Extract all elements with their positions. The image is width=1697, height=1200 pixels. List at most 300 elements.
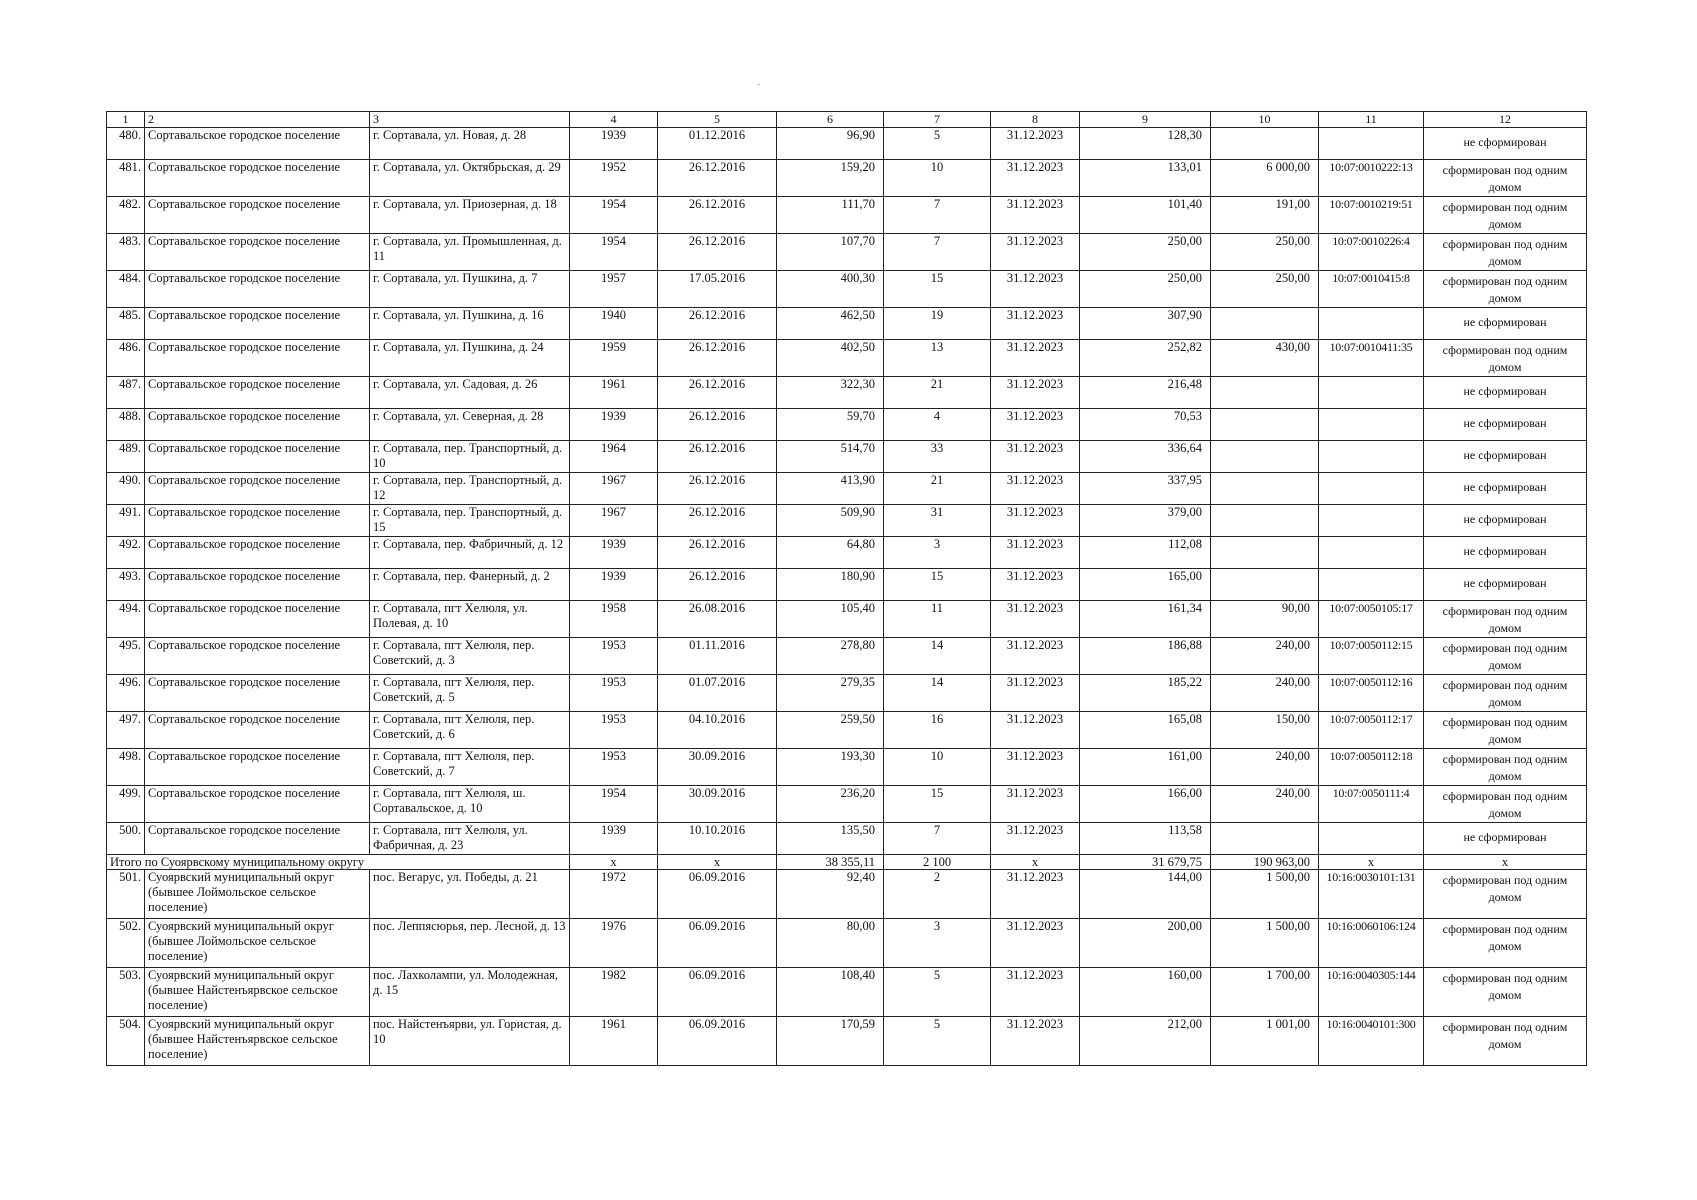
deadline-cell: 31.12.2023 — [991, 870, 1080, 919]
recognition-date-cell: 30.09.2016 — [658, 786, 777, 823]
area-cell: 64,80 — [777, 537, 884, 569]
recognition-date-cell: 26.12.2016 — [658, 234, 777, 271]
table-row — [107, 308, 1587, 340]
municipality-cell: Сортавальское городское поселение — [145, 675, 370, 712]
status-text: не сформирован — [1463, 544, 1547, 558]
cost-cell: 212,00 — [1080, 1017, 1211, 1066]
residents-cell: 5 — [884, 968, 991, 1017]
address-cell: г. Сортавала, ул. Пушкина, д. 24 — [370, 340, 570, 377]
deadline-cell: 31.12.2023 — [991, 675, 1080, 712]
area-cell: 236,20 — [777, 786, 884, 823]
table-row — [107, 473, 1587, 505]
row-number: 489. — [107, 441, 145, 473]
municipality-cell: Сортавальское городское поселение — [145, 638, 370, 675]
land-status-cell — [1424, 128, 1587, 160]
row-number: 488. — [107, 409, 145, 441]
status-text: не сформирован — [1463, 512, 1547, 526]
municipality-cell: Сортавальское городское поселение — [145, 505, 370, 537]
cadastral-number-cell — [1319, 128, 1424, 160]
residents-cell: 21 — [884, 473, 991, 505]
column-number: 4 — [570, 112, 658, 128]
recognition-date-cell: 17.05.2016 — [658, 271, 777, 308]
table-row — [107, 441, 1587, 473]
deadline-cell: 31.12.2023 — [991, 441, 1080, 473]
year-built-cell: 1939 — [570, 537, 658, 569]
address-cell: пос. Леппясюрья, пер. Лесной, д. 13 — [370, 919, 570, 968]
year-built-cell: 1953 — [570, 749, 658, 786]
table-row — [107, 537, 1587, 569]
row-number: 486. — [107, 340, 145, 377]
status-text: не сформирован — [1463, 448, 1547, 462]
table-row — [107, 712, 1587, 749]
recognition-date-cell: 01.07.2016 — [658, 675, 777, 712]
land-area-cell — [1211, 377, 1319, 409]
row-number: 495. — [107, 638, 145, 675]
municipality-cell: Сортавальское городское поселение — [145, 823, 370, 855]
table-row — [107, 638, 1587, 675]
area-cell: 514,70 — [777, 441, 884, 473]
row-number: 485. — [107, 308, 145, 340]
deadline-cell: 31.12.2023 — [991, 160, 1080, 197]
land-area-cell: 6 000,00 — [1211, 160, 1319, 197]
residents-cell: 5 — [884, 1017, 991, 1066]
total-land-area: 190 963,00 — [1211, 855, 1319, 870]
address-cell: г. Сортавала, пер. Транспортный, д. 12 — [370, 473, 570, 505]
address-cell: г. Сортавала, ул. Октябрьская, д. 29 — [370, 160, 570, 197]
year-built-cell: 1958 — [570, 601, 658, 638]
land-status-cell — [1424, 968, 1587, 1017]
status-text: сформирован под одним домом — [1442, 1020, 1568, 1051]
cadastral-number-cell: 10:07:0050112:16 — [1319, 675, 1424, 712]
cost-cell: 250,00 — [1080, 234, 1211, 271]
residents-cell: 3 — [884, 537, 991, 569]
cost-cell: 70,53 — [1080, 409, 1211, 441]
deadline-cell: 31.12.2023 — [991, 308, 1080, 340]
table-row — [107, 377, 1587, 409]
status-text: не сформирован — [1463, 576, 1547, 590]
municipality-cell: Суоярвский муниципальный округ (бывшее Лоймольское сельское поселение) — [145, 919, 370, 968]
table-row — [107, 569, 1587, 601]
table-row — [107, 786, 1587, 823]
cadastral-number-cell — [1319, 308, 1424, 340]
status-text: не сформирован — [1463, 135, 1547, 149]
cadastral-number-cell: 10:07:0010219:51 — [1319, 197, 1424, 234]
land-area-cell: 240,00 — [1211, 786, 1319, 823]
year-built-cell: 1954 — [570, 234, 658, 271]
residents-cell: 7 — [884, 823, 991, 855]
land-status-cell — [1424, 441, 1587, 473]
column-number: 8 — [991, 112, 1080, 128]
area-cell: 259,50 — [777, 712, 884, 749]
status-text: не сформирован — [1463, 830, 1547, 844]
deadline-cell: 31.12.2023 — [991, 537, 1080, 569]
deadline-cell: 31.12.2023 — [991, 601, 1080, 638]
cadastral-number-cell: 10:07:0050112:18 — [1319, 749, 1424, 786]
cost-cell: 101,40 — [1080, 197, 1211, 234]
cadastral-number-cell — [1319, 569, 1424, 601]
deadline-cell: 31.12.2023 — [991, 234, 1080, 271]
cost-cell: 250,00 — [1080, 271, 1211, 308]
area-cell: 92,40 — [777, 870, 884, 919]
table-row — [107, 340, 1587, 377]
total-cell: х — [1319, 855, 1424, 870]
table-row — [107, 870, 1587, 919]
land-area-cell — [1211, 441, 1319, 473]
land-area-cell: 1 500,00 — [1211, 919, 1319, 968]
table-row — [107, 968, 1587, 1017]
year-built-cell: 1961 — [570, 377, 658, 409]
cadastral-number-cell: 10:16:0040101:300 — [1319, 1017, 1424, 1066]
year-built-cell: 1961 — [570, 1017, 658, 1066]
address-cell: г. Сортавала, ул. Северная, д. 28 — [370, 409, 570, 441]
address-cell: пос. Найстенъярви, ул. Гористая, д. 10 — [370, 1017, 570, 1066]
status-text: сформирован под одним домом — [1442, 873, 1568, 904]
residents-cell: 2 — [884, 870, 991, 919]
residents-cell: 33 — [884, 441, 991, 473]
column-number: 2 — [145, 112, 370, 128]
cadastral-number-cell: 10:16:0040305:144 — [1319, 968, 1424, 1017]
column-number: 11 — [1319, 112, 1424, 128]
address-cell: г. Сортавала, ул. Приозерная, д. 18 — [370, 197, 570, 234]
land-area-cell: 250,00 — [1211, 234, 1319, 271]
land-area-cell: 250,00 — [1211, 271, 1319, 308]
municipality-cell: Сортавальское городское поселение — [145, 308, 370, 340]
cadastral-number-cell — [1319, 505, 1424, 537]
row-number: 497. — [107, 712, 145, 749]
column-number: 10 — [1211, 112, 1319, 128]
municipality-cell: Суоярвский муниципальный округ (бывшее Лоймольское сельское поселение) — [145, 870, 370, 919]
year-built-cell: 1954 — [570, 786, 658, 823]
cadastral-number-cell — [1319, 823, 1424, 855]
column-number: 6 — [777, 112, 884, 128]
land-status-cell — [1424, 786, 1587, 823]
land-area-cell: 240,00 — [1211, 749, 1319, 786]
status-text: сформирован под одним домом — [1442, 678, 1568, 709]
deadline-cell: 31.12.2023 — [991, 128, 1080, 160]
deadline-cell: 31.12.2023 — [991, 377, 1080, 409]
recognition-date-cell: 06.09.2016 — [658, 870, 777, 919]
municipality-cell: Сортавальское городское поселение — [145, 537, 370, 569]
recognition-date-cell: 26.12.2016 — [658, 308, 777, 340]
table-body — [107, 112, 1587, 1066]
cost-cell: 336,64 — [1080, 441, 1211, 473]
housing-register-table — [106, 111, 1587, 1066]
area-cell: 462,50 — [777, 308, 884, 340]
column-number: 9 — [1080, 112, 1211, 128]
status-text: сформирован под одним домом — [1442, 274, 1568, 305]
deadline-cell: 31.12.2023 — [991, 197, 1080, 234]
table-row — [107, 505, 1587, 537]
land-area-cell — [1211, 473, 1319, 505]
year-built-cell: 1953 — [570, 712, 658, 749]
cadastral-number-cell: 10:16:0030101:131 — [1319, 870, 1424, 919]
land-area-cell: 240,00 — [1211, 675, 1319, 712]
table-row — [107, 234, 1587, 271]
area-cell: 108,40 — [777, 968, 884, 1017]
cadastral-number-cell: 10:07:0010226:4 — [1319, 234, 1424, 271]
residents-cell: 15 — [884, 569, 991, 601]
deadline-cell: 31.12.2023 — [991, 823, 1080, 855]
year-built-cell: 1939 — [570, 409, 658, 441]
cadastral-number-cell: 10:07:0050111:4 — [1319, 786, 1424, 823]
year-built-cell: 1954 — [570, 197, 658, 234]
cost-cell: 165,08 — [1080, 712, 1211, 749]
address-cell: г. Сортавала, пер. Фанерный, д. 2 — [370, 569, 570, 601]
recognition-date-cell: 04.10.2016 — [658, 712, 777, 749]
deadline-cell: 31.12.2023 — [991, 569, 1080, 601]
status-text: сформирован под одним домом — [1442, 715, 1568, 746]
area-cell: 111,70 — [777, 197, 884, 234]
recognition-date-cell: 06.09.2016 — [658, 1017, 777, 1066]
area-cell: 413,90 — [777, 473, 884, 505]
recognition-date-cell: 26.12.2016 — [658, 473, 777, 505]
row-number: 504. — [107, 1017, 145, 1066]
deadline-cell: 31.12.2023 — [991, 505, 1080, 537]
land-area-cell: 1 700,00 — [1211, 968, 1319, 1017]
year-built-cell: 1953 — [570, 675, 658, 712]
municipality-cell: Сортавальское городское поселение — [145, 340, 370, 377]
table-row — [107, 271, 1587, 308]
status-text: не сформирован — [1463, 315, 1547, 329]
deadline-cell: 31.12.2023 — [991, 271, 1080, 308]
residents-cell: 15 — [884, 786, 991, 823]
table-row — [107, 409, 1587, 441]
land-status-cell — [1424, 823, 1587, 855]
land-status-cell — [1424, 675, 1587, 712]
row-number: 484. — [107, 271, 145, 308]
recognition-date-cell: 01.11.2016 — [658, 638, 777, 675]
row-number: 494. — [107, 601, 145, 638]
table-row — [107, 197, 1587, 234]
land-status-cell — [1424, 638, 1587, 675]
municipality-cell: Сортавальское городское поселение — [145, 409, 370, 441]
municipality-cell: Сортавальское городское поселение — [145, 160, 370, 197]
land-status-cell — [1424, 537, 1587, 569]
recognition-date-cell: 26.12.2016 — [658, 197, 777, 234]
municipality-cell: Сортавальское городское поселение — [145, 712, 370, 749]
cadastral-number-cell: 10:07:0050112:15 — [1319, 638, 1424, 675]
deadline-cell: 31.12.2023 — [991, 786, 1080, 823]
area-cell: 170,59 — [777, 1017, 884, 1066]
recognition-date-cell: 06.09.2016 — [658, 919, 777, 968]
residents-cell: 4 — [884, 409, 991, 441]
municipality-cell: Сортавальское городское поселение — [145, 197, 370, 234]
land-status-cell — [1424, 197, 1587, 234]
deadline-cell: 31.12.2023 — [991, 919, 1080, 968]
total-cell: х — [1424, 855, 1587, 870]
residents-cell: 10 — [884, 749, 991, 786]
area-cell: 193,30 — [777, 749, 884, 786]
cadastral-number-cell: 10:16:0060106:124 — [1319, 919, 1424, 968]
column-number: 5 — [658, 112, 777, 128]
municipality-cell: Сортавальское городское поселение — [145, 786, 370, 823]
deadline-cell: 31.12.2023 — [991, 340, 1080, 377]
recognition-date-cell: 10.10.2016 — [658, 823, 777, 855]
land-status-cell — [1424, 234, 1587, 271]
land-area-cell — [1211, 569, 1319, 601]
area-cell: 322,30 — [777, 377, 884, 409]
land-status-cell — [1424, 505, 1587, 537]
area-cell: 80,00 — [777, 919, 884, 968]
land-area-cell: 191,00 — [1211, 197, 1319, 234]
year-built-cell: 1967 — [570, 505, 658, 537]
column-number: 12 — [1424, 112, 1587, 128]
address-cell: г. Сортавала, пгт Хелюля, пер. Советский, д. 7 — [370, 749, 570, 786]
area-cell: 402,50 — [777, 340, 884, 377]
residents-cell: 5 — [884, 128, 991, 160]
area-cell: 59,70 — [777, 409, 884, 441]
address-cell: г. Сортавала, пгт Хелюля, пер. Советский, д. 6 — [370, 712, 570, 749]
address-cell: г. Сортавала, ул. Промышленная, д. 11 — [370, 234, 570, 271]
table-row — [107, 675, 1587, 712]
land-area-cell — [1211, 823, 1319, 855]
recognition-date-cell: 26.12.2016 — [658, 340, 777, 377]
residents-cell: 21 — [884, 377, 991, 409]
column-number-row — [107, 112, 1587, 128]
row-number: 498. — [107, 749, 145, 786]
cost-cell: 379,00 — [1080, 505, 1211, 537]
address-cell: г. Сортавала, пгт Хелюля, пер. Советский, д. 5 — [370, 675, 570, 712]
cadastral-number-cell — [1319, 537, 1424, 569]
cadastral-number-cell: 10:07:0010411:35 — [1319, 340, 1424, 377]
row-number: 490. — [107, 473, 145, 505]
address-cell: г. Сортавала, пер. Фабричный, д. 12 — [370, 537, 570, 569]
cadastral-number-cell: 10:07:0010222:13 — [1319, 160, 1424, 197]
deadline-cell: 31.12.2023 — [991, 749, 1080, 786]
cadastral-number-cell: 10:07:0050112:17 — [1319, 712, 1424, 749]
year-built-cell: 1972 — [570, 870, 658, 919]
row-number: 481. — [107, 160, 145, 197]
residents-cell: 7 — [884, 197, 991, 234]
recognition-date-cell: 26.12.2016 — [658, 441, 777, 473]
table-row — [107, 749, 1587, 786]
status-text: сформирован под одним домом — [1442, 641, 1568, 672]
address-cell: г. Сортавала, пгт Хелюля, пер. Советский, д. 3 — [370, 638, 570, 675]
residents-cell: 14 — [884, 638, 991, 675]
total-cell: х — [570, 855, 658, 870]
municipality-cell: Сортавальское городское поселение — [145, 569, 370, 601]
year-built-cell: 1953 — [570, 638, 658, 675]
deadline-cell: 31.12.2023 — [991, 473, 1080, 505]
total-cell: х — [658, 855, 777, 870]
municipality-cell: Сортавальское городское поселение — [145, 473, 370, 505]
cost-cell: 112,08 — [1080, 537, 1211, 569]
year-built-cell: 1940 — [570, 308, 658, 340]
total-label: Итого по Суоярвскому муниципальному округу — [107, 855, 570, 870]
total-cost: 31 679,75 — [1080, 855, 1211, 870]
row-number: 499. — [107, 786, 145, 823]
address-cell: г. Сортавала, ул. Пушкина, д. 16 — [370, 308, 570, 340]
cadastral-number-cell — [1319, 473, 1424, 505]
year-built-cell: 1982 — [570, 968, 658, 1017]
cost-cell: 161,34 — [1080, 601, 1211, 638]
row-number: 482. — [107, 197, 145, 234]
status-text: сформирован под одним домом — [1442, 789, 1568, 820]
row-number: 496. — [107, 675, 145, 712]
land-status-cell — [1424, 919, 1587, 968]
status-text: не сформирован — [1463, 480, 1547, 494]
cadastral-number-cell — [1319, 409, 1424, 441]
year-built-cell: 1964 — [570, 441, 658, 473]
address-cell: г. Сортавала, пгт Хелюля, ул. Фабричная, д. 23 — [370, 823, 570, 855]
cost-cell: 307,90 — [1080, 308, 1211, 340]
table-row — [107, 128, 1587, 160]
cost-cell: 161,00 — [1080, 749, 1211, 786]
land-area-cell: 1 001,00 — [1211, 1017, 1319, 1066]
status-text: сформирован под одним домом — [1442, 200, 1568, 231]
recognition-date-cell: 30.09.2016 — [658, 749, 777, 786]
area-cell: 135,50 — [777, 823, 884, 855]
land-status-cell — [1424, 601, 1587, 638]
residents-cell: 3 — [884, 919, 991, 968]
year-built-cell: 1967 — [570, 473, 658, 505]
area-cell: 400,30 — [777, 271, 884, 308]
status-text: сформирован под одним домом — [1442, 343, 1568, 374]
cost-cell: 166,00 — [1080, 786, 1211, 823]
recognition-date-cell: 26.12.2016 — [658, 505, 777, 537]
row-number: 480. — [107, 128, 145, 160]
recognition-date-cell: 06.09.2016 — [658, 968, 777, 1017]
recognition-date-cell: 26.12.2016 — [658, 409, 777, 441]
land-area-cell — [1211, 409, 1319, 441]
area-cell: 96,90 — [777, 128, 884, 160]
status-text: не сформирован — [1463, 416, 1547, 430]
land-area-cell: 1 500,00 — [1211, 870, 1319, 919]
column-number: 1 — [107, 112, 145, 128]
cost-cell: 186,88 — [1080, 638, 1211, 675]
deadline-cell: 31.12.2023 — [991, 638, 1080, 675]
municipality-cell: Сортавальское городское поселение — [145, 234, 370, 271]
land-area-cell: 90,00 — [1211, 601, 1319, 638]
address-cell: г. Сортавала, ул. Пушкина, д. 7 — [370, 271, 570, 308]
area-cell: 279,35 — [777, 675, 884, 712]
municipality-cell: Сортавальское городское поселение — [145, 271, 370, 308]
table-row — [107, 160, 1587, 197]
municipality-cell: Суоярвский муниципальный округ (бывшее Найстенъярвское сельское поселение) — [145, 968, 370, 1017]
residents-cell: 13 — [884, 340, 991, 377]
address-cell: г. Сортавала, пгт Хелюля, ул. Полевая, д. 10 — [370, 601, 570, 638]
land-area-cell — [1211, 505, 1319, 537]
residents-cell: 14 — [884, 675, 991, 712]
row-number: 491. — [107, 505, 145, 537]
land-status-cell — [1424, 1017, 1587, 1066]
table-row — [107, 1017, 1587, 1066]
land-area-cell: 430,00 — [1211, 340, 1319, 377]
address-cell: г. Сортавала, ул. Новая, д. 28 — [370, 128, 570, 160]
year-built-cell: 1959 — [570, 340, 658, 377]
deadline-cell: 31.12.2023 — [991, 409, 1080, 441]
municipality-cell: Сортавальское городское поселение — [145, 128, 370, 160]
residents-cell: 31 — [884, 505, 991, 537]
row-number: 487. — [107, 377, 145, 409]
recognition-date-cell: 26.08.2016 — [658, 601, 777, 638]
area-cell: 107,70 — [777, 234, 884, 271]
land-status-cell — [1424, 308, 1587, 340]
land-status-cell — [1424, 409, 1587, 441]
cadastral-number-cell: 10:07:0010415:8 — [1319, 271, 1424, 308]
row-number: 483. — [107, 234, 145, 271]
municipality-cell: Суоярвский муниципальный округ (бывшее Найстенъярвское сельское поселение) — [145, 1017, 370, 1066]
status-text: сформирован под одним домом — [1442, 922, 1568, 953]
recognition-date-cell: 26.12.2016 — [658, 569, 777, 601]
land-status-cell — [1424, 870, 1587, 919]
cost-cell: 252,82 — [1080, 340, 1211, 377]
address-cell: г. Сортавала, пер. Транспортный, д. 10 — [370, 441, 570, 473]
table-row — [107, 919, 1587, 968]
scan-speck — [758, 84, 760, 85]
land-area-cell — [1211, 128, 1319, 160]
status-text: сформирован под одним домом — [1442, 752, 1568, 783]
